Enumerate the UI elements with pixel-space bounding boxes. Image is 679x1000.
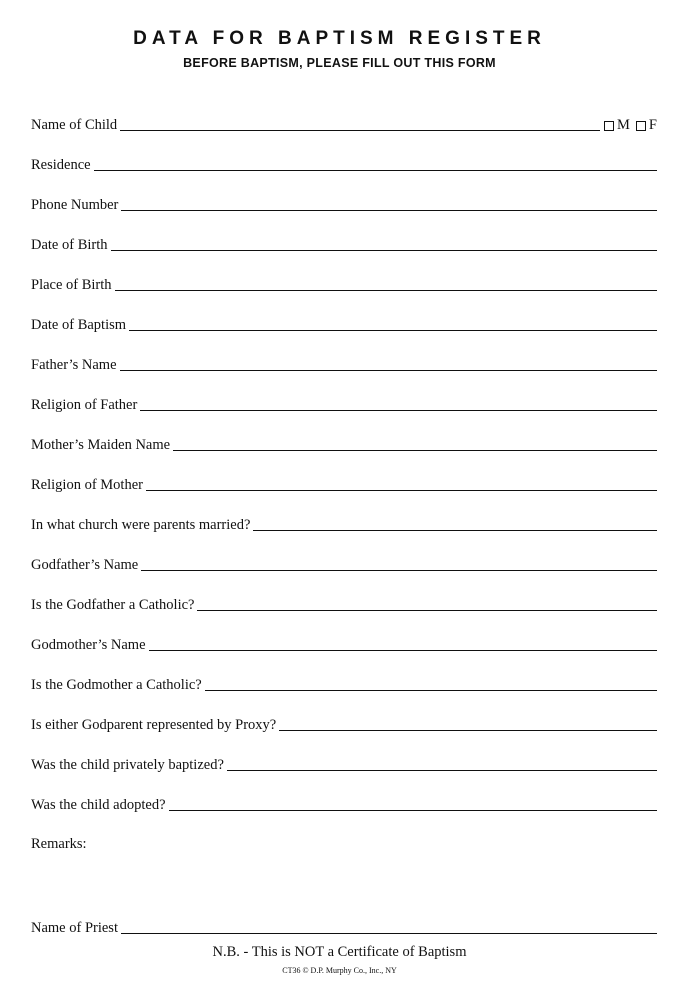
field-name-of-child [31, 110, 657, 134]
checkbox-male[interactable] [604, 121, 614, 131]
field-phone-number [31, 190, 657, 214]
field-godfather-catholic [31, 590, 657, 614]
field-label: Was the child adopted? [31, 797, 166, 813]
field-fathers-name [31, 350, 657, 374]
field-privately-baptized [31, 750, 657, 774]
field-godparent-proxy [31, 710, 657, 734]
remarks-label: Remarks: [31, 836, 87, 852]
field-label: Is the Godmother a Catholic? [31, 677, 202, 693]
field-input-line[interactable] [149, 650, 658, 651]
field-input-line[interactable] [146, 490, 657, 491]
field-godmother-catholic [31, 670, 657, 694]
field-label: Father’s Name [31, 357, 117, 373]
field-parents-marriage-church [31, 510, 657, 534]
field-religion-of-mother [31, 470, 657, 494]
field-input-line[interactable] [141, 570, 657, 571]
field-label: Date of Baptism [31, 317, 127, 333]
field-input-line[interactable] [94, 170, 657, 171]
field-input-line[interactable] [169, 810, 657, 811]
field-label: Date of Birth [31, 237, 108, 253]
field-input-line[interactable] [227, 770, 657, 771]
form-title: DATA FOR BAPTISM REGISTER [133, 28, 546, 49]
field-label: Place of Birth [31, 277, 112, 293]
field-label: Name of Child [31, 117, 118, 133]
field-label: Mother’s Maiden Name [31, 437, 171, 453]
sex-label-male: M [617, 117, 630, 133]
checkbox-female[interactable] [636, 121, 646, 131]
field-label: Is the Godfather a Catholic? [31, 597, 195, 613]
field-label: Religion of Mother [31, 477, 143, 493]
field-residence [31, 150, 657, 174]
field-label: In what church were parents married? [31, 517, 251, 533]
field-label: Residence [31, 157, 91, 173]
field-place-of-birth [31, 270, 657, 294]
field-input-line[interactable] [121, 210, 657, 211]
field-label: Name of Priest [31, 920, 118, 936]
field-child-adopted [31, 790, 657, 814]
field-mothers-maiden-name [31, 430, 657, 454]
sex-label-female: F [648, 117, 657, 133]
sex-selector [604, 116, 657, 134]
field-date-of-baptism [31, 310, 657, 334]
field-label: Godfather’s Name [31, 557, 139, 573]
field-date-of-birth [31, 230, 657, 254]
field-name-of-priest [31, 913, 657, 937]
field-label: Was the child privately baptized? [31, 757, 224, 773]
field-input-line[interactable] [111, 250, 657, 251]
field-input-line[interactable] [205, 690, 657, 691]
field-religion-of-father [31, 390, 657, 414]
field-input-line[interactable] [115, 290, 657, 291]
field-input-line[interactable] [279, 730, 657, 731]
field-input-line[interactable] [140, 410, 657, 411]
field-input-line[interactable] [197, 610, 657, 611]
footer-copyright: CT36 © D.P. Murphy Co., Inc., NY [282, 966, 397, 975]
field-godmothers-name [31, 630, 657, 654]
field-godfathers-name [31, 550, 657, 574]
field-input-line[interactable] [173, 450, 657, 451]
field-label: Religion of Father [31, 397, 138, 413]
field-input-line[interactable] [253, 530, 657, 531]
footer-note: N.B. - This is NOT a Certificate of Baptism [212, 944, 467, 960]
field-input-line[interactable] [120, 130, 600, 131]
field-label: Godmother’s Name [31, 637, 146, 653]
sex-option-male[interactable] [604, 116, 630, 134]
field-label: Is either Godparent represented by Proxy? [31, 717, 277, 733]
field-input-line[interactable] [121, 933, 657, 934]
field-label: Phone Number [31, 197, 119, 213]
field-input-line[interactable] [129, 330, 657, 331]
sex-option-female[interactable] [636, 116, 657, 134]
field-input-line[interactable] [120, 370, 658, 371]
form-subtitle: BEFORE BAPTISM, PLEASE FILL OUT THIS FORM [183, 56, 496, 70]
